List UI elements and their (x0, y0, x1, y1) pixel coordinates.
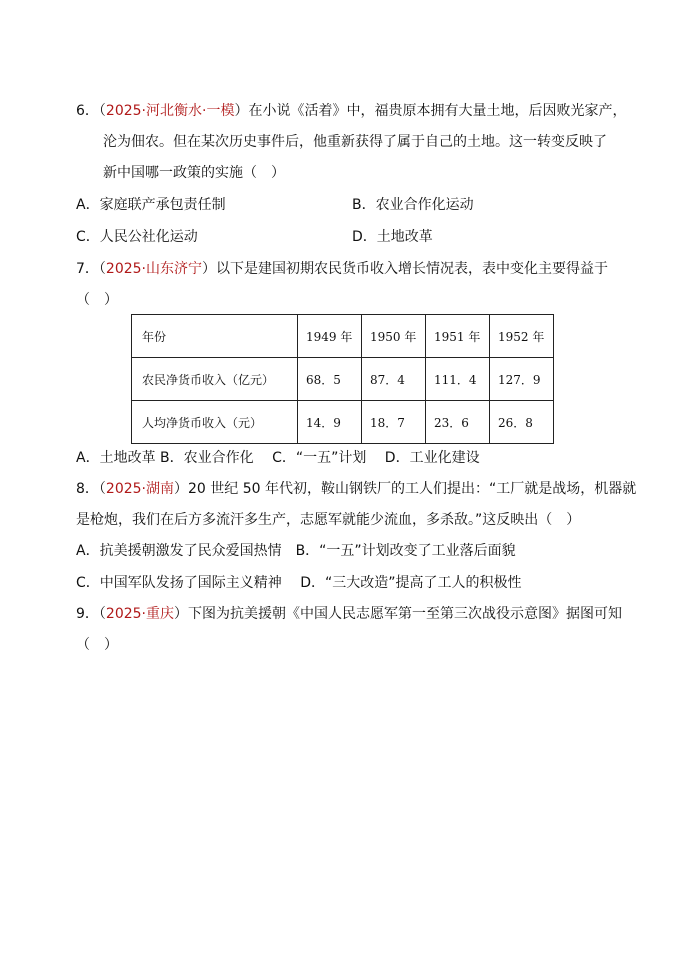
q6-line-1 (76, 101, 626, 121)
table-cell: 1952 年 (490, 315, 554, 358)
table-cell: 111．4 (426, 358, 490, 401)
income-table (131, 314, 554, 444)
table-cell: 1950 年 (362, 315, 426, 358)
q6-stem-1: ）在小说《活着》中，福贵原本拥有大量土地，后因败光家产， (234, 103, 627, 119)
table-cell: 14．9 (298, 401, 362, 444)
q7-number: 7．（ (76, 261, 106, 277)
q8-line-1 (76, 479, 636, 499)
q7-stem-1: ）以下是建国初期农民货币收入增长情况表，表中变化主要得益于 (202, 261, 609, 277)
q6-option-c: C．人民公社化运动 (76, 229, 198, 245)
q8-source: 2025·湖南 (105, 481, 175, 497)
q9-line-2: （ ） (76, 637, 118, 653)
table-cell: 127．9 (490, 358, 554, 401)
q7-line-1 (76, 259, 608, 279)
table-cell: 23．6 (426, 401, 490, 444)
table-cell: 人均净货币收入（元） (132, 401, 298, 444)
q6-option-b: B．农业合作化运动 (352, 197, 474, 213)
table-cell: 68．5 (298, 358, 362, 401)
q6-number: 6．（ (76, 103, 106, 119)
q8-line-2: 是枪炮，我们在后方多流汗多生产，志愿军就能少流血，多杀敌。”这反映出（ ） (76, 512, 581, 528)
q8-stem-1: ）20 世纪 50 年代初，鞍山钢铁厂的工人们提出：“工厂就是战场，机器就 (174, 481, 637, 497)
table-row (132, 401, 554, 444)
q9-number: 9．（ (76, 606, 106, 622)
table-cell: 26．8 (490, 401, 554, 444)
q7-line-2: （ ） (76, 292, 118, 308)
q6-line-2: 沦为佃农。但在某次历史事件后，他重新获得了属于自己的土地。这一转变反映了 (103, 134, 607, 150)
q9-line-1 (76, 604, 622, 624)
q6-option-a: A．家庭联产承包责任制 (76, 197, 226, 213)
table-header-row (132, 315, 554, 358)
q6-option-d: D．土地改革 (352, 229, 433, 245)
table-cell: 87．4 (362, 358, 426, 401)
table-cell: 1951 年 (426, 315, 490, 358)
q6-source: 2025·河北衡水·一模 (105, 103, 235, 119)
table-cell: 1949 年 (298, 315, 362, 358)
q9-source: 2025·重庆 (105, 606, 175, 622)
q7-source: 2025·山东济宁 (105, 261, 203, 277)
q8-number: 8．（ (76, 481, 106, 497)
q6-line-3: 新中国哪一政策的实施（ ） (103, 165, 285, 181)
table-cell: 18．7 (362, 401, 426, 444)
table-row (132, 358, 554, 401)
table-cell: 农民净货币收入（亿元） (132, 358, 298, 401)
q7-options: A．土地改革 B．农业合作化 C．“一五”计划 D．工业化建设 (76, 450, 480, 466)
q8-options-cd: C．中国军队发扬了国际主义精神 D．“三大改造”提高了工人的积极性 (76, 575, 522, 591)
q8-options-ab: A．抗美援朝激发了民众爱国热情 B．“一五”计划改变了工业落后面貌 (76, 543, 516, 559)
table-cell: 年份 (132, 315, 298, 358)
q9-stem-1: ）下图为抗美援朝《中国人民志愿军第一至第三次战役示意图》据图可知 (174, 606, 623, 622)
